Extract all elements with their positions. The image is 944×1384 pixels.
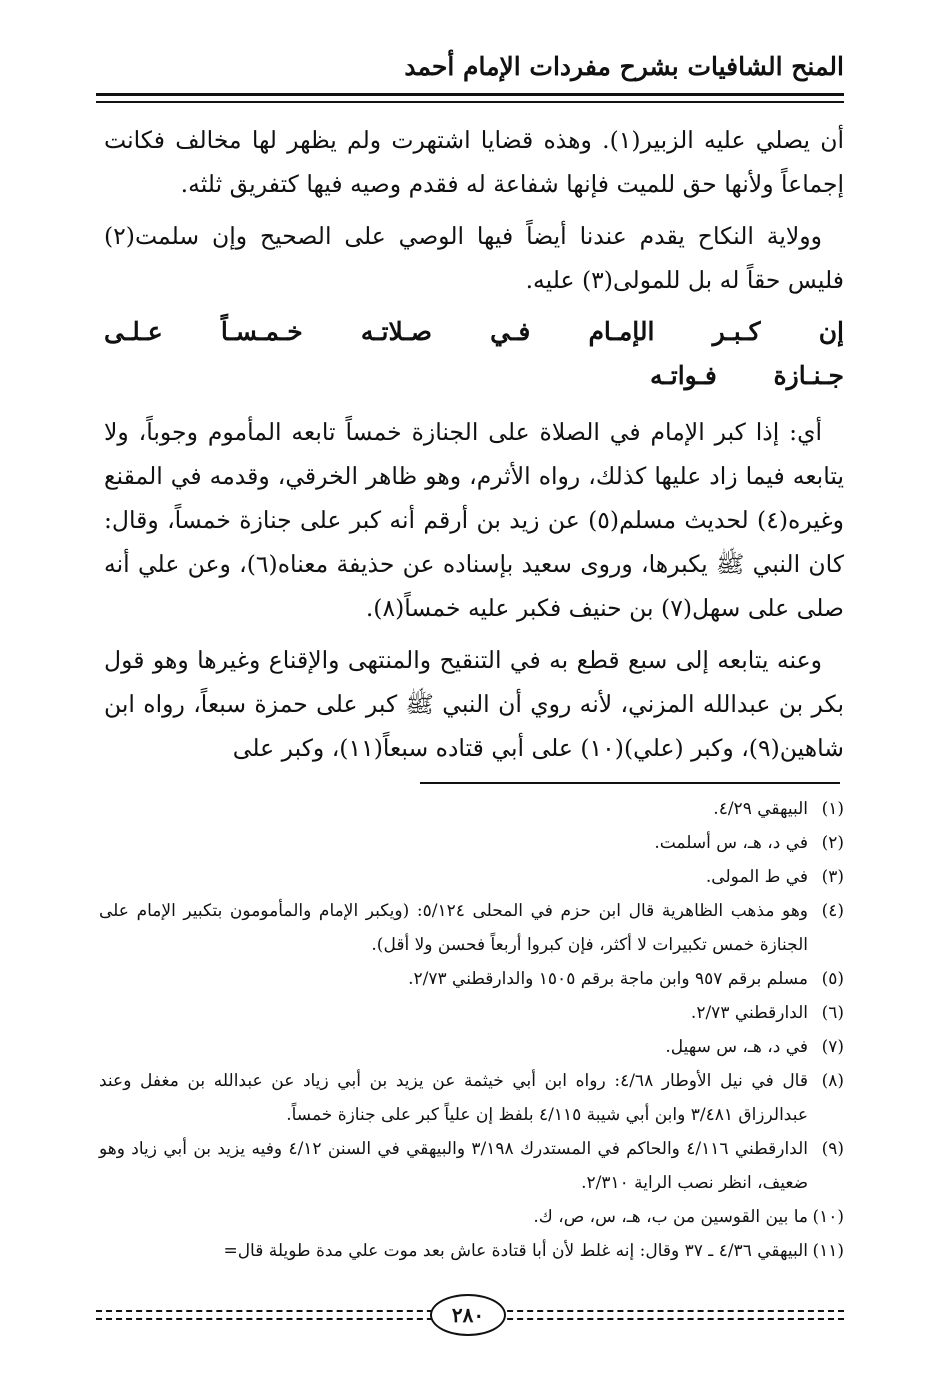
footnote-number: (٧) <box>821 1037 844 1057</box>
footnote-5 <box>99 962 844 996</box>
paragraph-1: أن يصلي عليه الزبير(١). وهذه قضايا اشتهرت ولم يظهر لها مخالف فكانت إجماعاً ولأنها حق للميت فإنها شفاعة له فقدم وصيه فيها كتفريق ثلثه. <box>104 126 844 198</box>
footnote-number: (١١) <box>812 1241 844 1261</box>
footnote-text: مسلم برقم ٩٥٧ وابن ماجة برقم ١٥٠٥ والدارقطني ٢/٧٣. <box>408 969 808 989</box>
footnote-text: في د، هـ، س أسلمت. <box>654 833 808 853</box>
paragraph-3: أي: إذا كبر الإمام في الصلاة على الجنازة خمساً تابعه المأموم وجوباً، ولا يتابعه فيما زاد عليها كذلك، رواه الأثرم، وهو ظاهر الخرقي، وقدمه في المقنع وغيره(٤) لحديث مسلم(٥) عن زيد بن أرقم أنه كبر على جنازة خمساً، وقال: كان النبي ﷺ يكبرها، وروى سعيد بإسناده عن حذيفة معناه(٦)، وعن علي أنه صلى على سهل(٧) بن حنيف فكبر عليه خمساً(٨). <box>104 418 845 622</box>
running-title: المنح الشافيات بشرح مفردات الإمام أحمد <box>404 52 844 81</box>
footnote-text: البيهقي ٤/٣٦ ـ ٣٧ وقال: إنه غلط لأن أبا قتادة عاش بعد موت علي مدة طويلة قال= <box>223 1241 808 1261</box>
footnote-separator <box>420 782 840 784</box>
footnote-text: في د، هـ، س سهيل. <box>665 1037 808 1057</box>
footnote-number: (٩) <box>821 1139 844 1159</box>
footnote-number: (١) <box>821 799 844 819</box>
footnote-4 <box>99 894 844 962</box>
footnote-number: (٢) <box>821 833 844 853</box>
header-rule-thick <box>96 93 844 96</box>
footnote-text: قال في نيل الأوطار ٤/٦٨: رواه ابن أبي خيثمة عن يزيد بن أبي زياد عن عبدالله بن مغفل وعند عبدالرزاق ٣/٤٨١ وابن أبي شيبة ٤/١١٥ بلفظ إن علياً كبر على جنازة خمساً. <box>99 1071 808 1125</box>
footnote-11 <box>99 1234 844 1268</box>
footnote-number: (٤) <box>821 901 844 921</box>
footnote-1 <box>99 792 844 826</box>
footnotes <box>99 792 844 1268</box>
footnote-7 <box>99 1030 844 1064</box>
footnote-8 <box>99 1064 844 1132</box>
footnote-10 <box>99 1200 844 1234</box>
header-rule-thin <box>96 101 844 103</box>
page-number-badge <box>430 1294 506 1336</box>
footnote-text: وهو مذهب الظاهرية قال ابن حزم في المحلى ٥/١٢٤: (ويكبر الإمام والمأمومون بتكبير الإمام على الجنازة خمس تكبيرات لا أكثر، فإن كبروا أربعاً فحسن ولا أقل). <box>99 901 809 955</box>
footnote-text: في ط المولى. <box>705 867 808 887</box>
main-text <box>104 118 844 778</box>
footnote-number: (٥) <box>821 969 844 989</box>
footnote-9 <box>99 1132 844 1200</box>
footnote-number: (١٠) <box>812 1207 844 1227</box>
footnote-number: (٣) <box>821 867 844 887</box>
footnote-text: ما بين القوسين من ب، هـ، س، ص، ك. <box>533 1207 808 1227</box>
footnote-6 <box>99 996 844 1030</box>
paragraph-4: وعنه يتابعه إلى سبع قطع به في التنقيح والمنتهى والإقناع وغيرها وهو قول بكر بن عبدالله المزني، لأنه روي أن النبي ﷺ كبر على حمزة سبعاً، رواه ابن شاهين(٩)، وكبر (علي)(١٠) على أبي قتاده سبعاً(١١)، وكبر على <box>104 646 844 762</box>
footnote-number: (٦) <box>821 1003 844 1023</box>
footnote-number: (٨) <box>821 1071 844 1091</box>
footnote-3 <box>99 860 844 894</box>
verse-heading: إن كـبـر الإمـام فـي صـلاتـه خـمـسـاً عـلـى جـنـازة فـواتـه <box>104 317 844 390</box>
footnote-2 <box>99 826 844 860</box>
footnote-text: الدارقطني ٢/٧٣. <box>690 1003 808 1023</box>
footnote-text: الدارقطني ٤/١١٦ والحاكم في المستدرك ٣/١٩٨ والبيهقي في السنن ٤/١٢ وفيه يزيد بن أبي زياد وهو ضعيف، انظر نصب الراية ٢/٣١٠. <box>99 1139 809 1193</box>
paragraph-2: وولاية النكاح يقدم عندنا أيضاً فيها الوصي على الصحيح وإن سلمت(٢) فليس حقاً له بل للمولى(٣) عليه. <box>104 222 844 294</box>
footnote-text: البيهقي ٤/٢٩. <box>713 799 808 819</box>
page-number: ٢٨٠ <box>451 1303 485 1327</box>
